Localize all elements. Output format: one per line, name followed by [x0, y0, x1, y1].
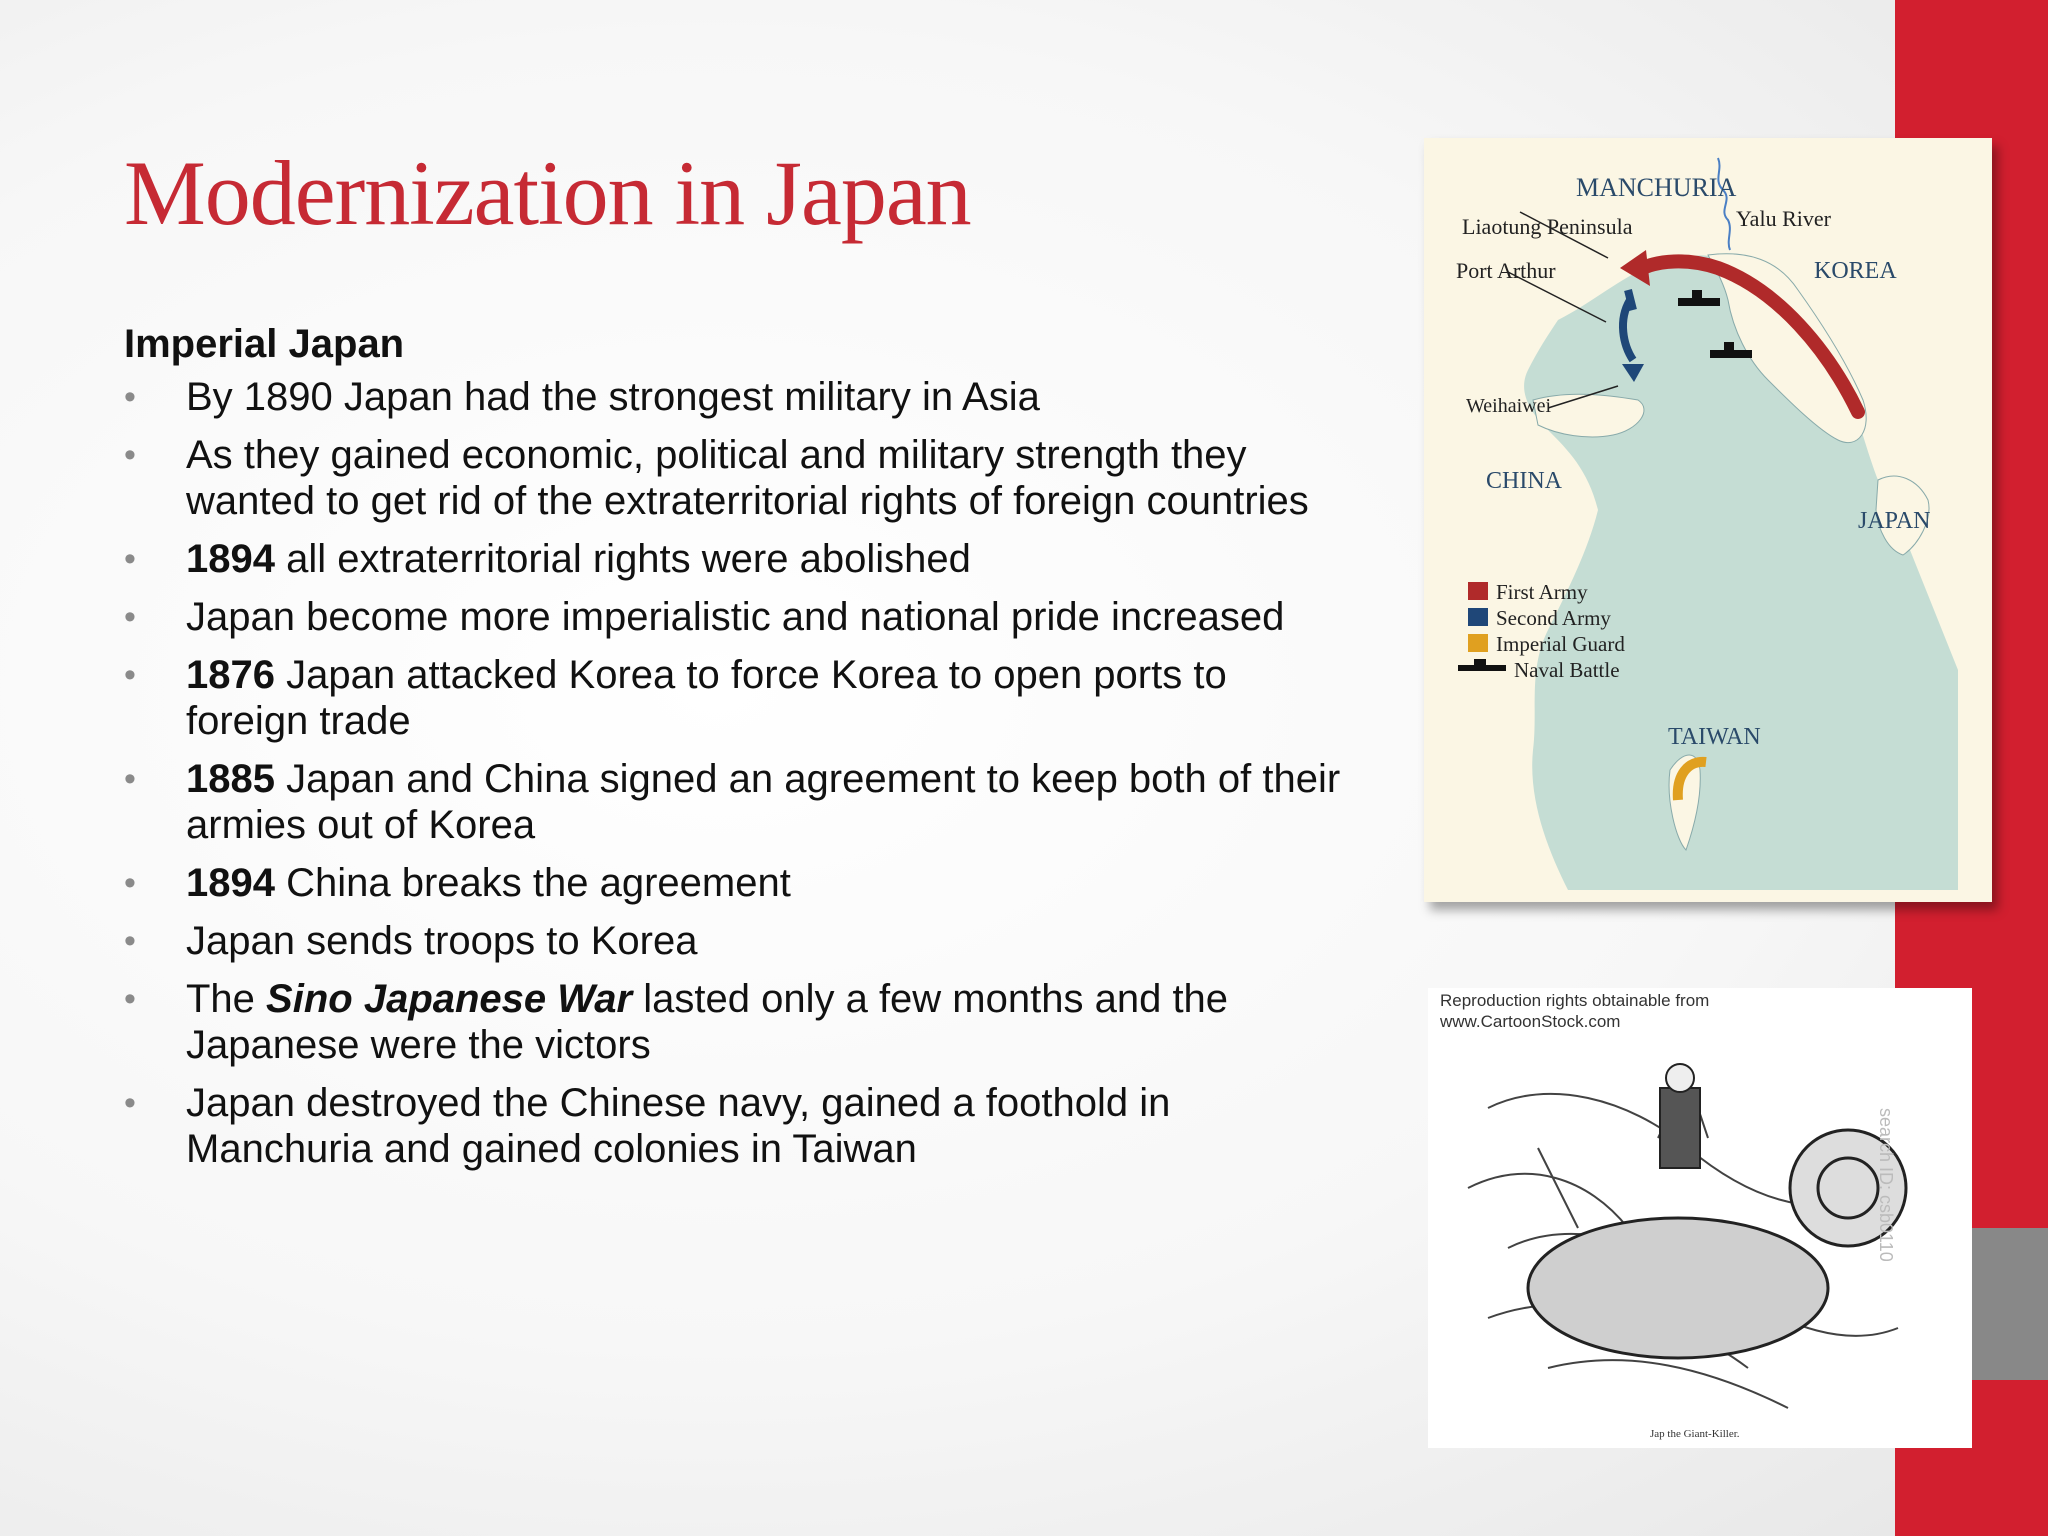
- bullet-dot: •: [124, 864, 136, 902]
- bullet-item: • As they gained economic, political and military strength they wanted to get rid of the extraterritorial rights of foreign countries: [124, 433, 1309, 523]
- second-army-arrow-2: [1628, 290, 1633, 310]
- sino-japanese-war-map: [1424, 138, 1992, 902]
- bullet-dot: •: [124, 436, 136, 474]
- map-label-yalu: Yalu River: [1736, 206, 1831, 231]
- map-label-china: CHINA: [1486, 468, 1562, 494]
- legend-swatch-first-army: [1468, 582, 1488, 600]
- map-label-taiwan: TAIWAN: [1668, 724, 1761, 750]
- bullet-item: • Japan become more imperialistic and national pride increased: [124, 595, 1285, 639]
- bullet-dot: •: [124, 760, 136, 798]
- map-label-manchuria: MANCHURIA: [1576, 173, 1737, 202]
- bullet-item: • 1894 China breaks the agreement: [124, 861, 791, 905]
- bullet-item: • 1885 Japan and China signed an agreement to keep both of their armies out of Korea: [124, 757, 1341, 847]
- bullet-dot: •: [124, 378, 136, 416]
- bullet-dot: •: [124, 980, 136, 1018]
- subheading: Imperial Japan: [124, 322, 405, 366]
- cartoon-search-id: search ID: csb0110: [1876, 1108, 1896, 1262]
- map-label-weihaiwei: Weihaiwei: [1466, 395, 1552, 417]
- bullet-item: • Japan destroyed the Chinese navy, gained a foothold in Manchuria and gained colonies in Taiwan: [124, 1081, 1171, 1171]
- map-label-port-arthur: Port Arthur: [1456, 258, 1556, 283]
- bullet-dot: •: [124, 922, 136, 960]
- cartoon-caption: Jap the Giant-Killer.: [1650, 1428, 1740, 1440]
- bullet-item: • By 1890 Japan had the strongest military in Asia: [124, 375, 1040, 419]
- legend-swatch-second-army: [1468, 608, 1488, 626]
- cartoon-giant-body: [1528, 1218, 1828, 1358]
- bullet-dot: •: [124, 598, 136, 636]
- bullet-item-war: • The Sino Japanese War lasted only a few months and the Japanese were the victors: [124, 977, 1229, 1067]
- map-label-japan: JAPAN: [1858, 508, 1931, 534]
- legend-label-first-army: First Army: [1496, 580, 1588, 604]
- map-label-liaotung: Liaotung Peninsula: [1462, 214, 1633, 239]
- bullet-item: • 1876 Japan attacked Korea to force Korea to open ports to foreign trade: [124, 653, 1227, 743]
- bullet-list: [124, 374, 1354, 1172]
- legend-label-second-army: Second Army: [1496, 606, 1611, 630]
- legend-swatch-imperial-guard: [1468, 634, 1488, 652]
- slide-title: Modernization in Japan: [124, 142, 971, 244]
- political-cartoon: [1428, 988, 1972, 1448]
- bullet-item: • Japan sends troops to Korea: [124, 919, 698, 963]
- bullet-dot: •: [124, 656, 136, 694]
- slide-content: [124, 318, 1354, 1184]
- bullet-item: • 1894 all extraterritorial rights were abolished: [124, 537, 971, 581]
- map-graphic: [1438, 150, 1978, 890]
- bullet-dot: •: [124, 1084, 136, 1122]
- cartoon-samurai: [1660, 1088, 1700, 1168]
- legend-label-naval-battle: Naval Battle: [1514, 658, 1620, 682]
- cartoon-rights-notice: Reproduction rights obtainable from www.CartoonStock.com: [1440, 991, 1710, 1031]
- legend-label-imperial-guard: Imperial Guard: [1496, 632, 1625, 656]
- bullet-dot: •: [124, 540, 136, 578]
- map-label-korea: KOREA: [1814, 258, 1897, 284]
